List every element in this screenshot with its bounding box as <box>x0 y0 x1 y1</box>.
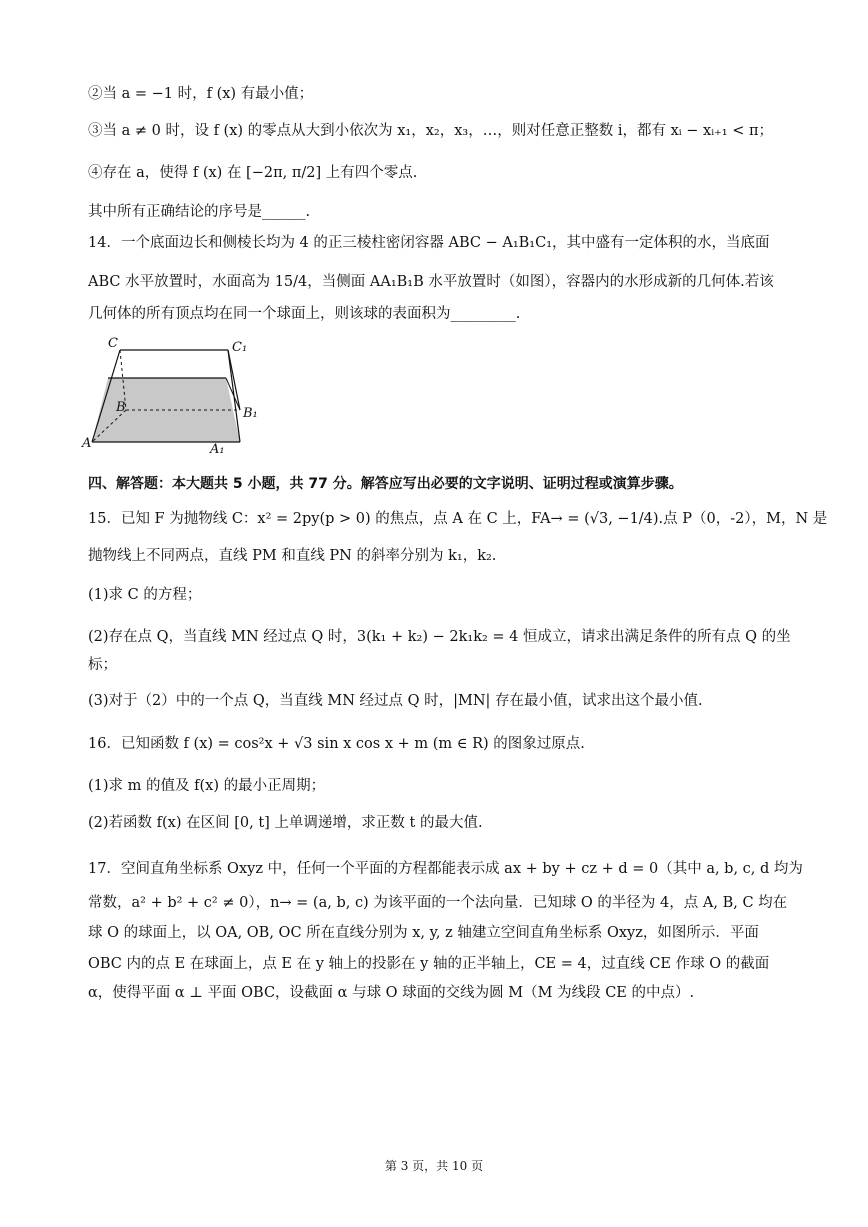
section-heading: 四、解答题：本大题共 5 小题，共 77 分。解答应写出必要的文字说明、证明过程或演算步骤。 <box>88 476 683 492</box>
text-line: ABC 水平放置时，水面高为 15/4，当侧面 AA₁B₁B 水平放置时（如图），容器内的水形成新的几何体.若该 <box>88 274 774 290</box>
text-line: OBC 内的点 E 在球面上，点 E 在 y 轴上的投影在 y 轴的正半轴上，CE = 4，过直线 CE 作球 O 的截面 <box>88 956 770 972</box>
text-line: ④存在 a，使得 f (x) 在 [−2π, π/2] 上有四个零点. <box>88 165 418 181</box>
label-A1: A₁ <box>210 442 225 457</box>
text-line: α，使得平面 α ⊥ 平面 OBC，设截面 α 与球 O 球面的交线为圆 M（M 为线段 CE 的中点）. <box>88 985 695 1001</box>
label-B: B <box>116 400 126 415</box>
text-line: 抛物线上不同两点，直线 PM 和直线 PN 的斜率分别为 k₁，k₂. <box>88 548 497 564</box>
text-line: ③当 a ≠ 0 时，设 f (x) 的零点从大到小依次为 x₁，x₂，x₃，…，则对任意正整数 i，都有 xᵢ − xᵢ₊₁ < π； <box>88 123 773 139</box>
text-line: (2)若函数 f(x) 在区间 [0, t] 上单调递增，求正数 t 的最大值. <box>88 815 483 831</box>
label-B1: B₁ <box>243 406 258 421</box>
label-C: C <box>108 336 118 351</box>
text-line: 17．空间直角坐标系 Oxyz 中，任何一个平面的方程都能表示成 ax + by + cz + d = 0（其中 a, b, c, d 均为 <box>88 861 803 877</box>
text-line: (1)求 C 的方程； <box>88 587 202 603</box>
text-line: 球 O 的球面上，以 OA, OB, OC 所在直线分别为 x, y, z 轴建立空间直角坐标系 Oxyz，如图所示．平面 <box>88 925 759 941</box>
text-line: 几何体的所有顶点均在同一个球面上，则该球的表面积为_________. <box>88 306 521 322</box>
text-line: 其中所有正确结论的序号是______. <box>88 204 311 220</box>
prism-diagram <box>80 336 280 461</box>
text-line: 常数，a² + b² + c² ≠ 0），n→ = (a, b, c) 为该平面的一个法向量．已知球 O 的半径为 4，点 A, B, C 均在 <box>88 895 788 911</box>
text-line: ②当 a = −1 时，f (x) 有最小值； <box>88 86 314 102</box>
label-C1: C₁ <box>232 340 248 355</box>
text-line: (3)对于（2）中的一个点 Q，当直线 MN 经过点 Q 时，|MN| 存在最小值，试求出这个最小值. <box>88 693 703 709</box>
prism-figure <box>80 336 280 461</box>
text-line: 15．已知 F 为抛物线 C：x² = 2py(p > 0) 的焦点，点 A 在 C 上，FA→ = (√3, −1/4).点 P（0，-2），M，N 是 <box>88 511 828 527</box>
text-line: 标； <box>88 657 117 673</box>
page-footer: 第 3 页，共 10 页 <box>384 1159 484 1173</box>
text-line: (2)存在点 Q，当直线 MN 经过点 Q 时，3(k₁ + k₂) − 2k₁k₂ = 4 恒成立，请求出满足条件的所有点 Q 的坐 <box>88 629 791 645</box>
text-line: 16．已知函数 f (x) = cos²x + √3 sin x cos x + m (m ∈ R) 的图象过原点. <box>88 736 585 752</box>
text-line: (1)求 m 的值及 f(x) 的最小正周期； <box>88 778 326 794</box>
label-A: A <box>82 436 92 451</box>
text-line: 14．一个底面边长和侧棱长均为 4 的正三棱柱密闭容器 ABC − A₁B₁C₁，其中盛有一定体积的水，当底面 <box>88 235 770 251</box>
